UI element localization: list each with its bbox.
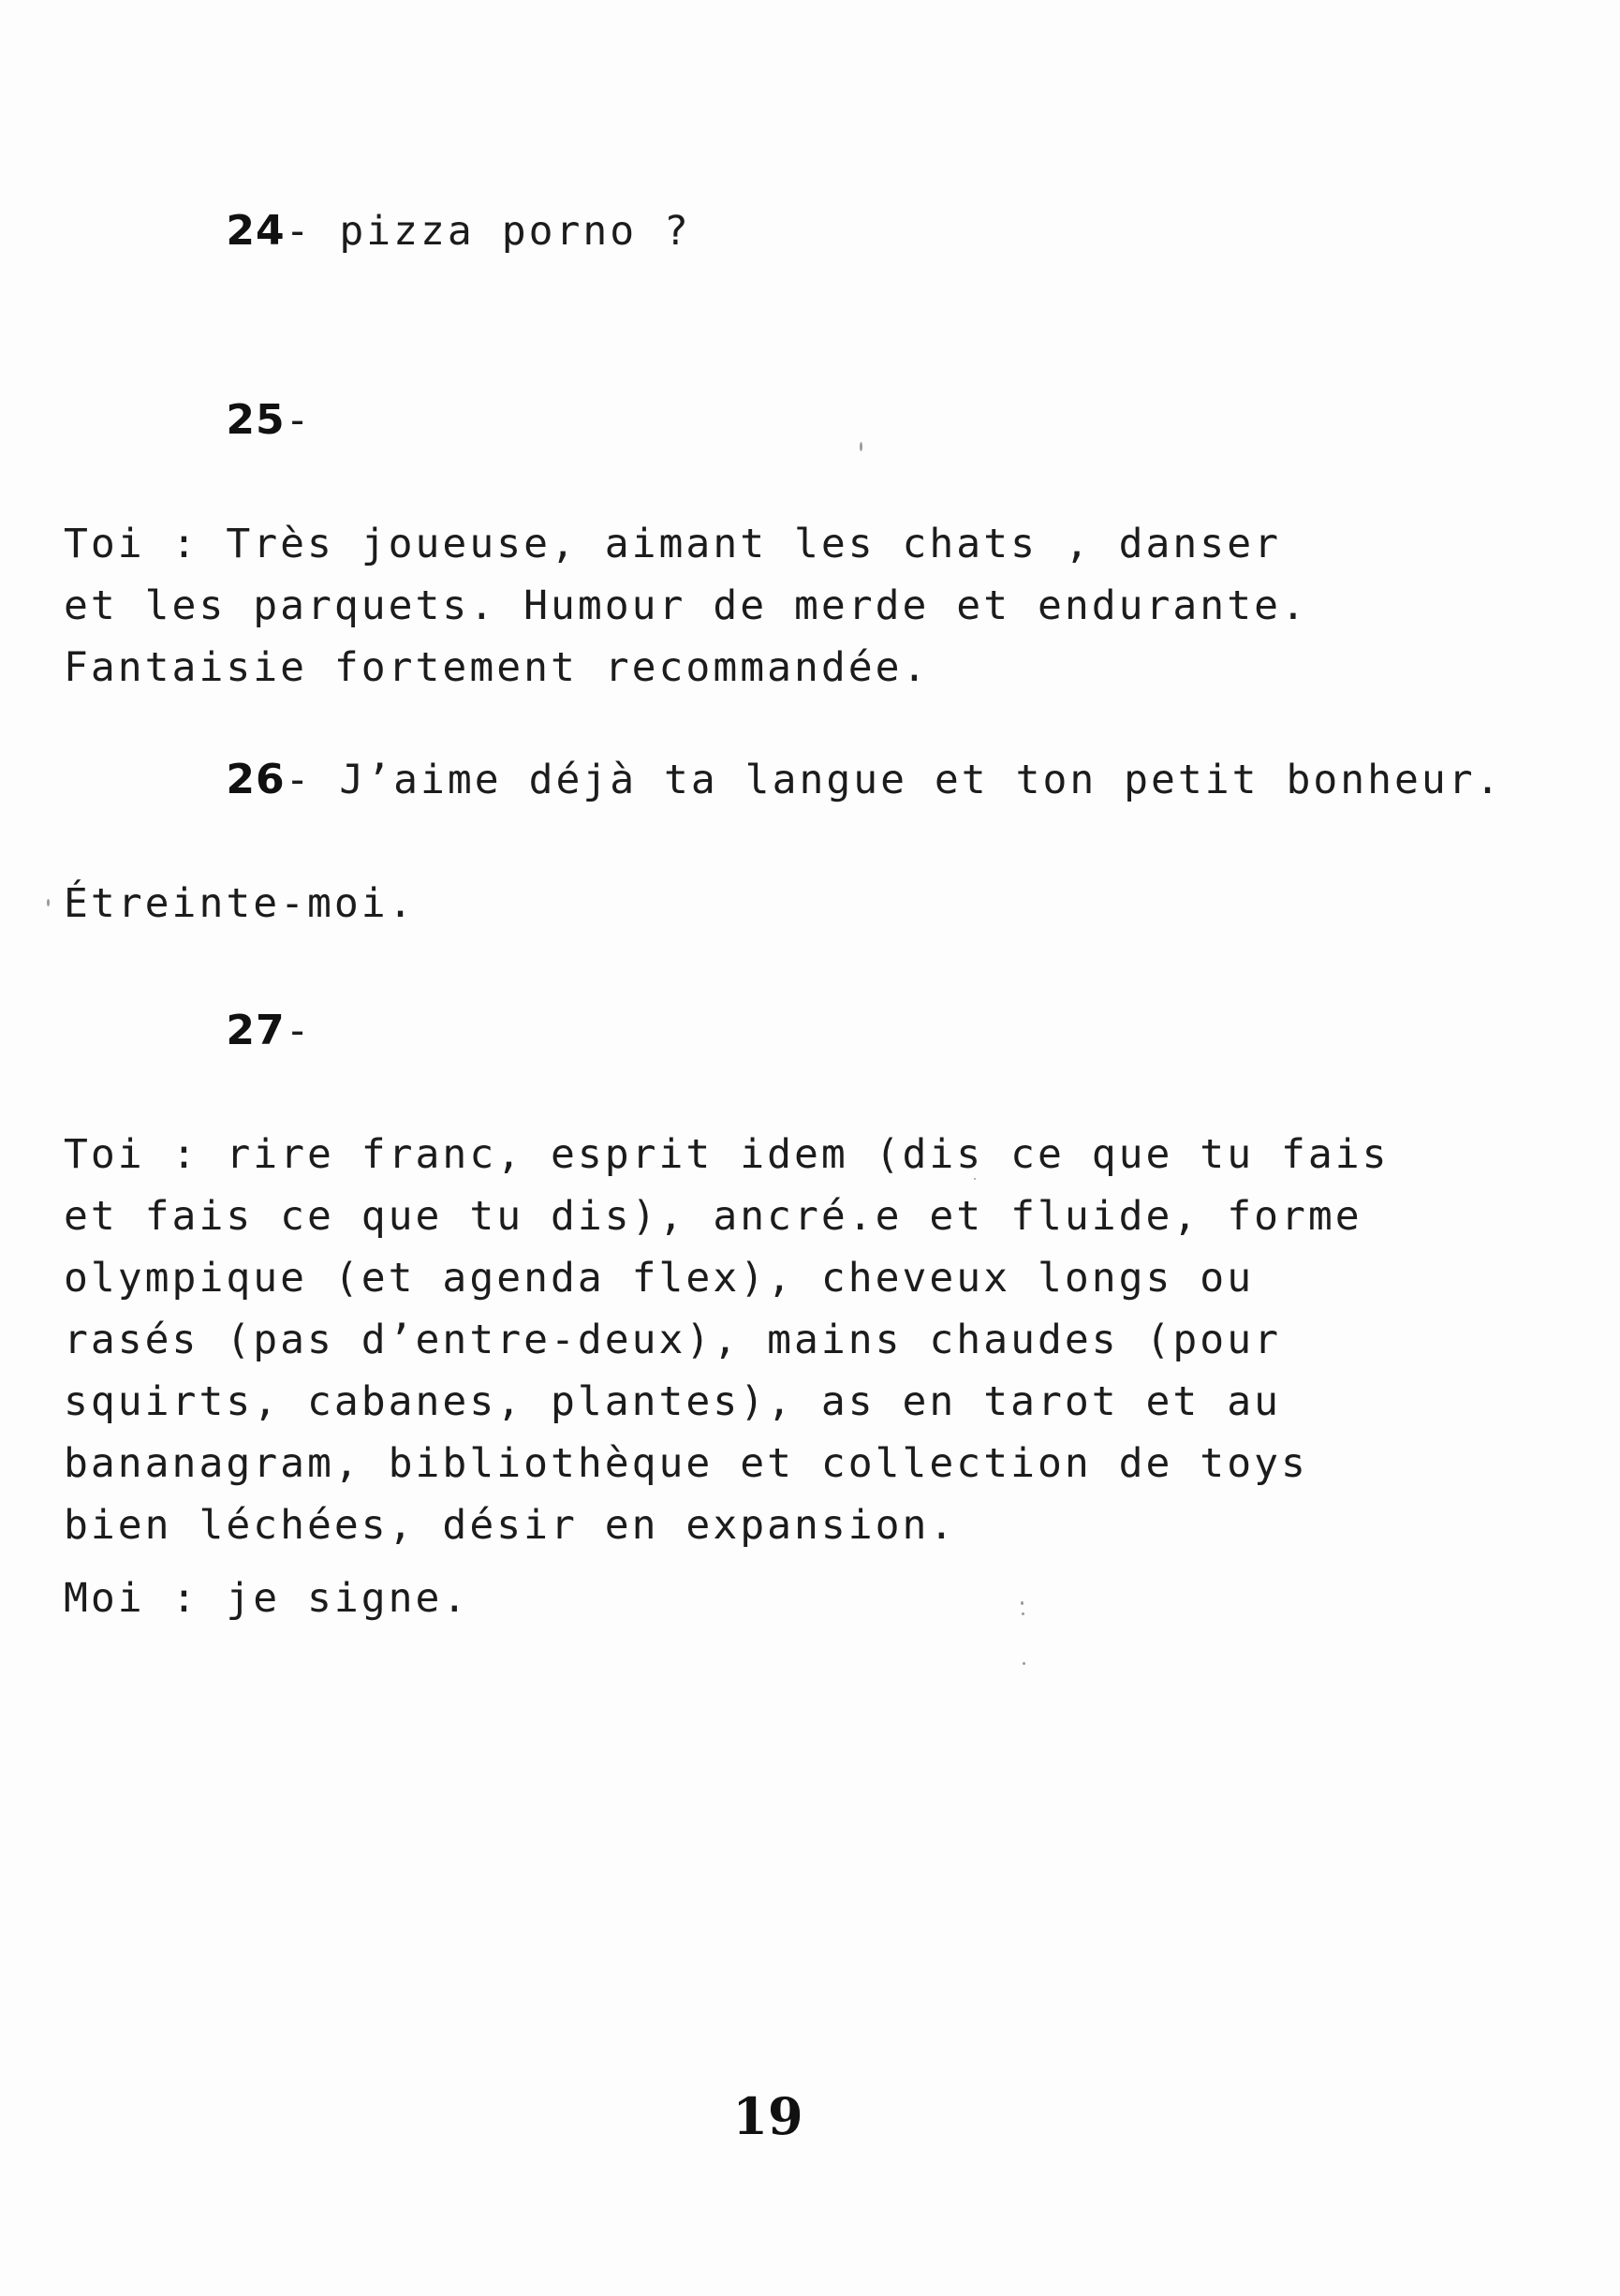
- entry-number: 25: [226, 396, 286, 444]
- entry-dash: -: [285, 1008, 313, 1054]
- entry-dash: -: [285, 208, 340, 255]
- entry-number: 27: [226, 1007, 286, 1054]
- entry-line: bananagram, bibliothèque et collection de toys: [64, 1440, 1308, 1487]
- entry-line: Toi : rire franc, esprit idem (dis ce que tu fais: [64, 1131, 1390, 1178]
- entry-line: squirts, cabanes, plantes), as en tarot et au: [64, 1378, 1281, 1425]
- entry-25: [64, 328, 1487, 699]
- entry-number: 24: [226, 207, 286, 255]
- entry-dash: -: [285, 757, 340, 803]
- entry-line: Fantaisie fortement recommandée.: [64, 644, 930, 691]
- entry-line: Étreinte-moi.: [64, 880, 416, 927]
- scan-speck: [47, 899, 50, 906]
- entry-line: bien léchées, désir en expansion.: [64, 1502, 957, 1549]
- entry-text: J’aime déjà ta langue et ton petit bonheur.: [339, 757, 1503, 803]
- entry-line: olympique (et agenda flex), cheveux longs ou: [64, 1255, 1255, 1302]
- entry-26: [64, 687, 1503, 935]
- entry-24: [64, 139, 1487, 324]
- scan-speck: [1023, 1662, 1025, 1665]
- scan-speck: [974, 1178, 976, 1180]
- entry-line: Toi : Très joueuse, aimant les chats , danser: [64, 521, 1281, 567]
- scan-speck: [1022, 1612, 1024, 1615]
- entry-number: 26: [226, 756, 286, 803]
- entry-line: et les parquets. Humour de merde et endurante.: [64, 582, 1308, 629]
- entry-27: [64, 938, 1487, 1629]
- entry-line: rasés (pas d’entre-deux), mains chaudes (pour: [64, 1317, 1281, 1363]
- entry-text: pizza porno ?: [339, 208, 691, 255]
- entry-dash: -: [285, 397, 313, 444]
- scan-speck: [1021, 1601, 1024, 1605]
- entry-closing: Moi : je signe.: [64, 1575, 470, 1622]
- page-number: 19: [732, 2086, 803, 2146]
- scan-speck: [860, 442, 862, 451]
- entry-line: et fais ce que tu dis), ancré.e et fluide, forme: [64, 1193, 1362, 1240]
